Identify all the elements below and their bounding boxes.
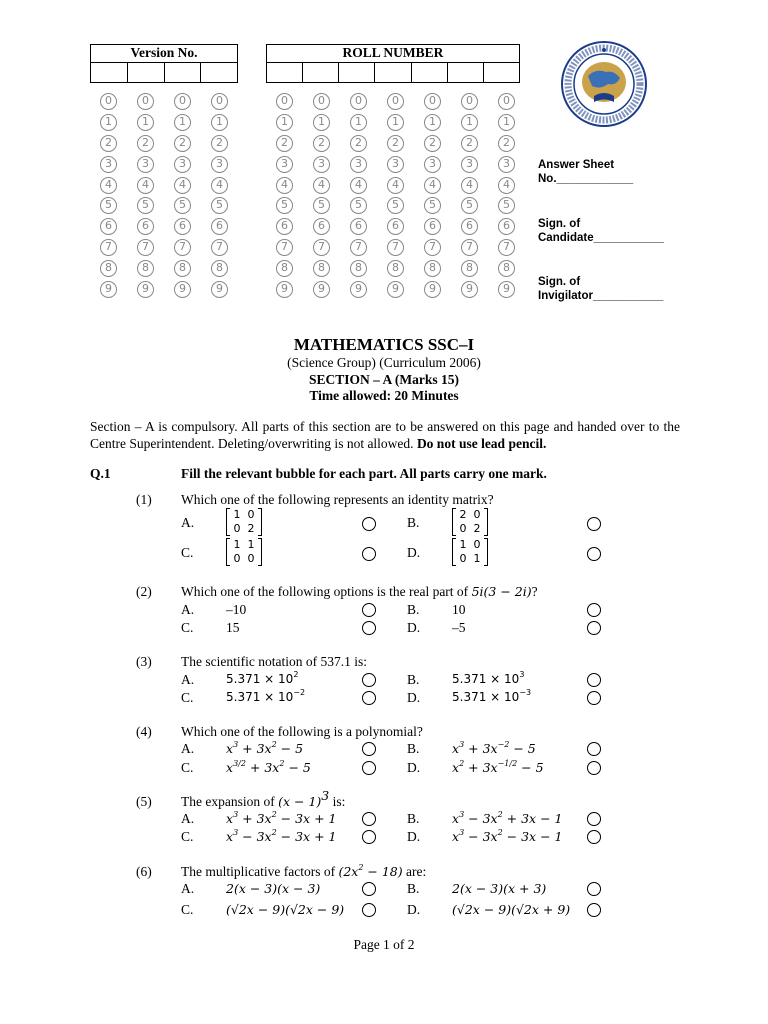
q2-expression: 5i(3 − 2i) (471, 584, 532, 599)
digit-bubble[interactable]: 4 (174, 177, 191, 194)
digit-bubble[interactable]: 7 (100, 239, 117, 256)
digit-bubble[interactable]: 3 (211, 156, 228, 173)
bubble-column (137, 93, 154, 302)
answer-sheet-label: Answer Sheet (538, 159, 615, 171)
digit-bubble[interactable]: 4 (424, 177, 441, 194)
roll-cell[interactable] (484, 63, 519, 83)
digit-bubble[interactable]: 8 (137, 260, 154, 277)
q4-option-d-label: D. (407, 760, 421, 775)
digit-bubble[interactable]: 3 (137, 156, 154, 173)
digit-bubble[interactable]: 3 (313, 156, 330, 173)
q1-option-d-label: D. (407, 545, 421, 560)
q5-option-c-label: C. (181, 829, 194, 844)
q4-option-d-value: $x^2 + 3x^{-1/2} - 5$ (452, 759, 544, 775)
q2-option-c-value: 15 (226, 620, 240, 635)
q1-option-b-label: B. (407, 515, 420, 530)
page-number: Page 1 of 2 (353, 937, 415, 952)
version-cell[interactable] (128, 63, 165, 83)
digit-bubble[interactable]: 1 (424, 114, 441, 131)
roll-cell[interactable] (448, 63, 484, 83)
q4-option-a-label: A. (181, 741, 195, 756)
q1-option-c-bubble[interactable] (362, 547, 376, 561)
digit-bubble[interactable]: 5 (276, 197, 293, 214)
digit-bubble[interactable]: 9 (276, 281, 293, 298)
digit-bubble[interactable]: 9 (461, 281, 478, 298)
version-number-box (90, 44, 238, 83)
bubble-column (498, 93, 515, 302)
digit-bubble[interactable]: 3 (424, 156, 441, 173)
q1-option-b-matrix: 2 0 0 2 (452, 508, 488, 536)
digit-bubble[interactable]: 9 (498, 281, 515, 298)
digit-bubble[interactable]: 4 (350, 177, 367, 194)
digit-bubble[interactable]: 6 (387, 218, 404, 235)
digit-bubble[interactable]: 7 (313, 239, 330, 256)
digit-bubble[interactable]: 0 (498, 93, 515, 110)
digit-bubble[interactable]: 0 (350, 93, 367, 110)
digit-bubble[interactable]: 1 (313, 114, 330, 131)
digit-bubble[interactable]: 7 (387, 239, 404, 256)
version-bubble-grid (100, 93, 248, 302)
question-5-text: The expansion of $(x - 1)^3$ is: (181, 788, 346, 809)
q4-option-c-bubble[interactable] (362, 761, 376, 775)
q1-option-b-bubble[interactable] (587, 517, 601, 531)
version-title: Version No. (91, 45, 237, 63)
digit-bubble[interactable]: 9 (137, 281, 154, 298)
digit-bubble[interactable]: 4 (313, 177, 330, 194)
digit-bubble[interactable]: 2 (498, 135, 515, 152)
digit-bubble[interactable]: 3 (276, 156, 293, 173)
digit-bubble[interactable]: 1 (461, 114, 478, 131)
digit-bubble[interactable]: 7 (424, 239, 441, 256)
q6-option-d-label: D. (407, 902, 421, 917)
subject-title: MATHEMATICS SSC–I (293, 335, 475, 354)
q1-option-c-matrix: 1 1 0 0 (226, 538, 262, 566)
q2-option-d-label: D. (407, 620, 421, 635)
digit-bubble[interactable]: 2 (174, 135, 191, 152)
roll-title: ROLL NUMBER (267, 45, 519, 63)
time-allowed: Time allowed: 20 Minutes (309, 388, 459, 403)
digit-bubble[interactable]: 5 (313, 197, 330, 214)
q2-option-b-bubble[interactable] (587, 603, 601, 617)
digit-bubble[interactable]: 2 (313, 135, 330, 152)
digit-bubble[interactable]: 5 (498, 197, 515, 214)
digit-bubble[interactable]: 0 (100, 93, 117, 110)
digit-bubble[interactable]: 7 (211, 239, 228, 256)
digit-bubble[interactable]: 7 (461, 239, 478, 256)
digit-bubble[interactable]: 3 (498, 156, 515, 173)
question-6-number: (6) (136, 864, 152, 879)
q5-option-d-value: $x^3 - 3x^2 - 3x - 1$ (452, 828, 563, 844)
digit-bubble[interactable]: 1 (350, 114, 367, 131)
question-5-number: (5) (136, 794, 152, 809)
digit-bubble[interactable]: 0 (387, 93, 404, 110)
q4-option-c-value: $x^{3/2} + 3x^2 - 5$ (226, 759, 311, 775)
digit-bubble[interactable]: 9 (100, 281, 117, 298)
q4-option-c-label: C. (181, 760, 194, 775)
digit-bubble[interactable]: 8 (350, 260, 367, 277)
digit-bubble[interactable]: 1 (211, 114, 228, 131)
digit-bubble[interactable]: 9 (313, 281, 330, 298)
candidate-signature-line[interactable]: Candidate___________ (538, 232, 664, 244)
q2-option-b-value: 10 (452, 602, 466, 617)
q5-option-a-value: $x^3 + 3x^2 - 3x + 1$ (226, 810, 337, 826)
q2-option-d-value: –5 (452, 620, 466, 635)
digit-bubble[interactable]: 1 (174, 114, 191, 131)
digit-bubble[interactable]: 5 (100, 197, 117, 214)
question-4-number: (4) (136, 724, 152, 739)
digit-bubble[interactable]: 9 (174, 281, 191, 298)
digit-bubble[interactable]: 6 (461, 218, 478, 235)
q5-option-a-label: A. (181, 811, 195, 826)
q4-option-b-value: $x^3 + 3x^{-2} - 5$ (452, 740, 536, 756)
version-cell[interactable] (165, 63, 202, 83)
sign-candidate-label: Sign. of (538, 218, 581, 230)
section-heading: SECTION – A (Marks 15) (308, 372, 460, 387)
digit-bubble[interactable]: 4 (211, 177, 228, 194)
q5-option-d-bubble[interactable] (587, 830, 601, 844)
digit-bubble[interactable]: 2 (211, 135, 228, 152)
digit-bubble[interactable]: 8 (424, 260, 441, 277)
q6-option-a-bubble[interactable] (362, 882, 376, 896)
q4-option-b-label: B. (407, 741, 420, 756)
digit-bubble[interactable]: 7 (174, 239, 191, 256)
roll-number-box (266, 44, 520, 83)
digit-bubble[interactable]: 2 (461, 135, 478, 152)
bubble-column (100, 93, 117, 302)
digit-bubble[interactable]: 9 (211, 281, 228, 298)
digit-bubble[interactable]: 3 (461, 156, 478, 173)
roll-cell[interactable] (303, 63, 339, 83)
digit-bubble[interactable]: 0 (211, 93, 228, 110)
bubble-column (174, 93, 191, 302)
q1-option-d-matrix: 1 0 0 1 (452, 538, 488, 566)
q6-option-c-label: C. (181, 902, 194, 917)
digit-bubble[interactable]: 3 (350, 156, 367, 173)
digit-bubble[interactable]: 8 (387, 260, 404, 277)
q4-option-d-bubble[interactable] (587, 761, 601, 775)
roll-cell[interactable] (375, 63, 411, 83)
q5-option-a-bubble[interactable] (362, 812, 376, 826)
digit-bubble[interactable]: 0 (174, 93, 191, 110)
digit-bubble[interactable]: 5 (461, 197, 478, 214)
digit-bubble[interactable]: 1 (100, 114, 117, 131)
digit-bubble[interactable]: 0 (137, 93, 154, 110)
question-2-text: Which one of the following options is the real part of 5i(3 − 2i)? (181, 584, 538, 599)
q4-option-b-bubble[interactable] (587, 742, 601, 756)
digit-bubble[interactable]: 3 (387, 156, 404, 173)
q3-option-c-label: C. (181, 690, 194, 705)
q4-option-a-bubble[interactable] (362, 742, 376, 756)
digit-bubble[interactable]: 8 (461, 260, 478, 277)
roll-cell[interactable] (339, 63, 375, 83)
q3-option-b-bubble[interactable] (587, 673, 601, 687)
question-1-number: (1) (136, 492, 152, 507)
digit-bubble[interactable]: 2 (424, 135, 441, 152)
q1-option-a-matrix: 1 0 0 2 (226, 508, 262, 536)
sign-invigilator-label: Sign. of (538, 276, 581, 288)
q2-option-a-value: –10 (226, 602, 247, 617)
q2-option-a-bubble[interactable] (362, 603, 376, 617)
q1-option-a-bubble[interactable] (362, 517, 376, 531)
digit-bubble[interactable]: 6 (424, 218, 441, 235)
bubble-column (313, 93, 330, 302)
digit-bubble[interactable]: 5 (174, 197, 191, 214)
answer-sheet-number[interactable]: No.____________ (538, 173, 634, 185)
question-2-number: (2) (136, 584, 152, 599)
q2-option-a-label: A. (181, 602, 195, 617)
digit-bubble[interactable]: 0 (424, 93, 441, 110)
digit-bubble[interactable]: 5 (137, 197, 154, 214)
q5-option-d-label: D. (407, 829, 421, 844)
digit-bubble[interactable]: 8 (313, 260, 330, 277)
group-subtitle: (Science Group) (Curriculum 2006) (287, 355, 481, 370)
q3-option-b-value: $5.371 \times 10^3$ (452, 670, 525, 686)
digit-bubble[interactable]: 6 (313, 218, 330, 235)
digit-bubble[interactable]: 1 (137, 114, 154, 131)
digit-bubble[interactable]: 4 (461, 177, 478, 194)
q3-option-a-label: A. (181, 672, 195, 687)
digit-bubble[interactable]: 7 (350, 239, 367, 256)
q1-option-a-label: A. (181, 515, 195, 530)
digit-bubble[interactable]: 8 (174, 260, 191, 277)
instructions (90, 418, 680, 452)
digit-bubble[interactable]: 6 (211, 218, 228, 235)
digit-bubble[interactable]: 3 (100, 156, 117, 173)
q1-option-d-bubble[interactable] (587, 547, 601, 561)
digit-bubble[interactable]: 1 (387, 114, 404, 131)
roll-cell[interactable] (267, 63, 303, 83)
digit-bubble[interactable]: 1 (498, 114, 515, 131)
q3-option-d-value: $5.371 \times 10^{-3}$ (452, 688, 532, 704)
digit-bubble[interactable]: 8 (211, 260, 228, 277)
q6-option-a-label: A. (181, 881, 195, 896)
digit-bubble[interactable]: 9 (387, 281, 404, 298)
roll-bubble-grid (276, 93, 535, 302)
bubble-column (424, 93, 441, 302)
q3-option-d-label: D. (407, 690, 421, 705)
digit-bubble[interactable]: 6 (174, 218, 191, 235)
digit-bubble[interactable]: 6 (137, 218, 154, 235)
bubble-column (387, 93, 404, 302)
digit-bubble[interactable]: 6 (498, 218, 515, 235)
q1-number: Q.1 (90, 466, 111, 481)
q6-option-b-bubble[interactable] (587, 882, 601, 896)
roll-cell[interactable] (412, 63, 448, 83)
digit-bubble[interactable]: 3 (174, 156, 191, 173)
instructions-bold: Do not use lead pencil. (416, 436, 547, 451)
digit-bubble[interactable]: 7 (498, 239, 515, 256)
q1-option-c-label: C. (181, 545, 194, 560)
digit-bubble[interactable]: 8 (276, 260, 293, 277)
digit-bubble[interactable]: 9 (424, 281, 441, 298)
digit-bubble[interactable]: 7 (276, 239, 293, 256)
invigilator-signature-line[interactable]: Invigilator___________ (538, 290, 664, 302)
bubble-column (350, 93, 367, 302)
q2-option-b-label: B. (407, 602, 420, 617)
bubble-column (211, 93, 228, 302)
q5-option-c-bubble[interactable] (362, 830, 376, 844)
q2-option-d-bubble[interactable] (587, 621, 601, 635)
q3-option-b-label: B. (407, 672, 420, 687)
q6-option-c-value: (√2x − 9)(√2x − 9) (226, 902, 345, 917)
digit-bubble[interactable]: 0 (461, 93, 478, 110)
digit-bubble[interactable]: 4 (100, 177, 117, 194)
digit-bubble[interactable]: 5 (424, 197, 441, 214)
q6-option-a-value: 2(x − 3)(x − 3) (226, 881, 321, 896)
q6-option-d-bubble[interactable] (587, 903, 601, 917)
digit-bubble[interactable]: 2 (137, 135, 154, 152)
digit-bubble[interactable]: 9 (350, 281, 367, 298)
digit-bubble[interactable]: 5 (211, 197, 228, 214)
digit-bubble[interactable]: 4 (137, 177, 154, 194)
q3-option-a-bubble[interactable] (362, 673, 376, 687)
digit-bubble[interactable]: 1 (276, 114, 293, 131)
bubble-column (461, 93, 478, 302)
digit-bubble[interactable]: 5 (350, 197, 367, 214)
q5-option-b-label: B. (407, 811, 420, 826)
q1-instruction: Fill the relevant bubble for each part. All parts carry one mark. (181, 466, 547, 481)
q2-option-c-bubble[interactable] (362, 621, 376, 635)
q5-option-b-value: $x^3 - 3x^2 + 3x - 1$ (452, 810, 563, 826)
digit-bubble[interactable]: 6 (100, 218, 117, 235)
q3-option-a-value: $5.371 \times 10^2$ (226, 670, 299, 686)
digit-bubble[interactable]: 0 (276, 93, 293, 110)
question-4-text: Which one of the following is a polynomial? (181, 724, 423, 739)
version-cell[interactable] (91, 63, 128, 83)
digit-bubble[interactable]: 4 (276, 177, 293, 194)
digit-bubble[interactable]: 8 (498, 260, 515, 277)
instructions-text: Section – A is compulsory. All parts of this section are to be answered on this page and handed over to the Centre Superintendent. Deleting/overwriting is not allowed. (90, 419, 680, 451)
digit-bubble[interactable]: 5 (387, 197, 404, 214)
question-1-text: Which one of the following represents an identity matrix? (181, 492, 494, 507)
question-6-text: The multiplicative factors of $(2x^2 - 18)$ are: (181, 863, 427, 879)
digit-bubble[interactable]: 2 (350, 135, 367, 152)
board-seal-logo (560, 40, 648, 128)
q3-option-c-value: $5.371 \times 10^{-2}$ (226, 688, 306, 704)
digit-bubble[interactable]: 6 (276, 218, 293, 235)
question-3-text: The scientific notation of 537.1 is: (181, 654, 367, 669)
question-3-number: (3) (136, 654, 152, 669)
q5-option-b-bubble[interactable] (587, 812, 601, 826)
digit-bubble[interactable]: 0 (313, 93, 330, 110)
digit-bubble[interactable]: 8 (100, 260, 117, 277)
q3-option-c-bubble[interactable] (362, 691, 376, 705)
q5-option-c-value: $x^3 - 3x^2 - 3x + 1$ (226, 828, 337, 844)
digit-bubble[interactable]: 4 (387, 177, 404, 194)
q6-option-b-label: B. (407, 881, 420, 896)
q6-option-c-bubble[interactable] (362, 903, 376, 917)
q3-option-d-bubble[interactable] (587, 691, 601, 705)
digit-bubble[interactable]: 2 (100, 135, 117, 152)
q2-option-c-label: C. (181, 620, 194, 635)
version-cell[interactable] (201, 63, 237, 83)
digit-bubble[interactable]: 6 (350, 218, 367, 235)
digit-bubble[interactable]: 2 (387, 135, 404, 152)
bubble-column (276, 93, 293, 302)
q6-option-b-value: 2(x − 3)(x + 3) (452, 881, 547, 896)
q6-option-d-value: (√2x − 9)(√2x + 9) (452, 902, 571, 917)
digit-bubble[interactable]: 2 (276, 135, 293, 152)
digit-bubble[interactable]: 4 (498, 177, 515, 194)
q4-option-a-value: $x^3 + 3x^2 - 5$ (226, 740, 304, 756)
digit-bubble[interactable]: 7 (137, 239, 154, 256)
